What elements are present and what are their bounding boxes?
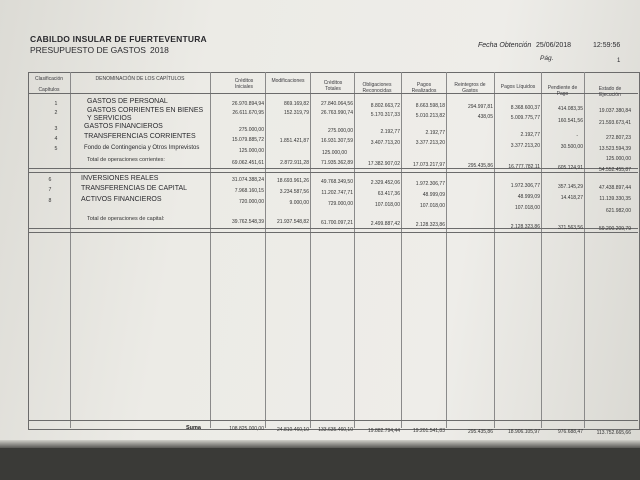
- col-divider: [265, 72, 266, 428]
- row-name: GASTOS CORRIENTES EN BIENES Y SERVICIOS: [87, 107, 204, 122]
- row-value: 8.663.598,18: [415, 103, 445, 109]
- capital-total-value: 2.499.887,42: [370, 221, 400, 227]
- row-value: 19.037.380,84: [599, 108, 631, 114]
- row-value: 3.407.713,20: [370, 140, 400, 146]
- row-code: 3: [54, 126, 58, 132]
- row-value: 357.145,29: [557, 184, 583, 190]
- col-header-modifications: Modificaciones: [271, 78, 305, 84]
- row-value: 48.999,09: [517, 194, 540, 200]
- row-value: 438,05: [477, 114, 493, 120]
- col-header-net-payments: Pagos Líquidos: [500, 84, 536, 90]
- col-divider: [310, 72, 311, 428]
- obtained-time: 12:59:56: [593, 42, 621, 49]
- row-value: 125.000,00: [321, 150, 347, 156]
- current-total-value: 295.435,86: [467, 163, 493, 169]
- row-value: 11.202.747,71: [321, 190, 353, 196]
- background-surface: [0, 448, 640, 480]
- row-value: 3.234.587,56: [279, 189, 309, 195]
- col-divider: [446, 72, 447, 428]
- row-name: TRANSFERENCIAS CORRIENTES: [84, 133, 196, 140]
- row-value: 49.768.349,50: [321, 179, 353, 185]
- row-value: 275.000,00: [238, 127, 264, 133]
- row-value: 275.000,00: [327, 128, 353, 134]
- capital-total-value: 39.762.548,39: [232, 219, 264, 225]
- page-number: 1: [617, 58, 621, 64]
- col-header-pending: Pendiente de Pago: [547, 85, 578, 97]
- row-value: 13.523.594,39: [599, 146, 631, 152]
- row-code: 1: [54, 101, 58, 107]
- org-title: CABILDO INSULAR DE FUERTEVENTURA: [30, 34, 207, 44]
- row-value: 621.982,00: [605, 208, 631, 214]
- sum-value: 133.635.460,10: [318, 427, 353, 433]
- col-header-chapters: Capítulos: [38, 87, 60, 93]
- capital-total-value: 371.563,56: [557, 225, 583, 231]
- col-header-denomination: DENOMINACIÓN DE LOS CAPÍTULOS: [95, 76, 185, 82]
- capital-total-value: 59.200.209,79: [599, 226, 631, 232]
- row-value: 26.970.894,94: [232, 101, 264, 107]
- current-total-value: 69.062.451,61: [232, 160, 264, 166]
- row-value: 48.999,09: [422, 192, 445, 198]
- sum-value: 18.906.105,97: [508, 429, 540, 435]
- col-header-initial-credits: Créditos Iniciales: [234, 78, 254, 90]
- row-name: Fondo de Contingencia y Otros Imprevistos: [84, 145, 200, 151]
- row-value: 2.192,77: [425, 130, 445, 136]
- page-label: Pág.: [540, 55, 554, 62]
- col-header-state: Estado de Ejecución: [598, 86, 622, 98]
- row-value: 2.192,77: [520, 132, 540, 138]
- row-value: 125.000,00: [238, 148, 264, 154]
- current-total-value: 54.552.455,87: [599, 167, 631, 173]
- current-total-value: 16.777.782,11: [508, 164, 540, 170]
- col-divider: [354, 72, 355, 428]
- row-value: -: [576, 133, 578, 139]
- row-value: 160.541,56: [557, 118, 583, 124]
- row-value: 3.377.213,20: [510, 143, 540, 149]
- row-value: 27.840.064,56: [321, 101, 353, 107]
- row-value: 125.000,00: [605, 156, 631, 162]
- row-value: 5.170.317,33: [370, 112, 400, 118]
- row-value: 272.807,23: [605, 135, 631, 141]
- total-rule: [28, 232, 638, 233]
- row-value: 107.018,00: [419, 203, 445, 209]
- col-divider: [401, 72, 402, 428]
- current-total-value: 17.382.907,02: [368, 161, 400, 167]
- row-value: 47.438.897,44: [599, 185, 631, 191]
- row-value: 869.169,82: [283, 101, 309, 107]
- row-value: 152.319,79: [283, 110, 309, 116]
- col-divider: [210, 72, 211, 428]
- sum-value: 19.201.541,83: [413, 428, 445, 434]
- sum-value: 295.435,86: [467, 429, 493, 435]
- row-value: 8.368.600,37: [510, 105, 540, 111]
- current-total-value: 605.124,91: [557, 165, 583, 171]
- row-value: 63.417,36: [377, 191, 400, 197]
- row-name: GASTOS DE PERSONAL: [87, 98, 168, 105]
- row-value: 9.000,00: [289, 200, 309, 206]
- col-divider: [541, 72, 542, 428]
- row-value: 16.931.307,59: [321, 138, 353, 144]
- row-code: 2: [54, 110, 58, 116]
- sum-value: 976.688,47: [557, 429, 583, 435]
- col-header-total-credits: Créditos Totales: [323, 80, 343, 92]
- capital-total-value: 2.128.323,86: [510, 224, 540, 230]
- row-value: 729.000,00: [327, 201, 353, 207]
- capital-total-value: 21.937.548,82: [277, 219, 309, 225]
- row-value: 107.018,00: [514, 205, 540, 211]
- row-value: 26.611.670,95: [232, 110, 264, 116]
- current-total-value: 71.935.362,89: [321, 160, 353, 166]
- row-name: GASTOS FINANCIEROS: [84, 123, 163, 130]
- document-year: 2018: [150, 45, 169, 55]
- row-value: 8.802.663,72: [370, 103, 400, 109]
- sum-value: 24.810.460,10: [277, 427, 309, 433]
- obtained-label: Fecha Obtención: [478, 42, 532, 49]
- obtained-date: 25/06/2018: [536, 42, 572, 49]
- row-value: 107.018,00: [374, 202, 400, 208]
- row-code: 5: [54, 146, 58, 152]
- col-header-paid: Pagos Realizados: [411, 82, 437, 94]
- col-divider: [494, 72, 495, 428]
- capital-total-value: 2.128.323,86: [415, 222, 445, 228]
- document-title: PRESUPUESTO DE GASTOS: [30, 45, 146, 55]
- row-value: 26.763.990,74: [321, 110, 353, 116]
- current-total-label: Total de operaciones corrientes:: [87, 157, 165, 163]
- row-name: TRANSFERENCIAS DE CAPITAL: [81, 185, 188, 192]
- row-value: 5.009.775,77: [510, 115, 540, 121]
- sum-value: 108.825.000,00: [229, 426, 264, 432]
- row-value: 2.192,77: [380, 129, 400, 135]
- col-divider: [70, 72, 71, 428]
- row-value: 1.972.306,77: [510, 183, 540, 189]
- row-value: 14.418,27: [560, 195, 583, 201]
- row-value: 1.972.306,77: [415, 181, 445, 187]
- row-code: 4: [54, 136, 58, 142]
- row-value: 5.010.213,82: [415, 113, 445, 119]
- row-value: 720.000,00: [238, 199, 264, 205]
- row-value: 30.500,00: [560, 144, 583, 150]
- col-header-classification: Clasificación: [34, 76, 64, 82]
- total-rule: [28, 172, 638, 173]
- row-code: 8: [48, 198, 52, 204]
- row-value: 3.377.213,20: [415, 140, 445, 146]
- col-header-refunds: Reintegros de Gastos: [454, 82, 486, 94]
- sum-rule: [28, 420, 638, 421]
- sum-value: 113.752.665,66: [596, 430, 631, 436]
- row-value: 414.083,35: [557, 106, 583, 112]
- row-code: 6: [48, 177, 52, 183]
- row-value: 2.329.452,06: [370, 180, 400, 186]
- row-name: ACTIVOS FINANCIEROS: [81, 196, 162, 203]
- sum-value: 19.882.794,44: [368, 428, 400, 434]
- row-value: 31.074.388,24: [232, 177, 264, 183]
- row-name: INVERSIONES REALES: [81, 175, 159, 182]
- sum-label: Suma: [186, 425, 201, 431]
- capital-total-value: 61.700.097,21: [321, 220, 353, 226]
- col-header-recognized: Obligaciones Reconocidas: [362, 82, 392, 94]
- row-value: 18.693.961,26: [277, 178, 309, 184]
- row-value: 7.968.160,15: [234, 188, 264, 194]
- row-code: 7: [48, 187, 52, 193]
- row-value: 21.593.673,41: [599, 120, 631, 126]
- current-total-value: 2.872.911,28: [280, 160, 309, 166]
- row-value: 294.997,81: [467, 104, 493, 110]
- row-value: 1.851.421,87: [279, 138, 309, 144]
- current-total-value: 17.073.217,97: [413, 162, 445, 168]
- row-value: 11.139.330,35: [599, 196, 631, 202]
- row-value: 15.079.885,72: [232, 137, 264, 143]
- capital-total-label: Total de operaciones de capital:: [87, 216, 165, 222]
